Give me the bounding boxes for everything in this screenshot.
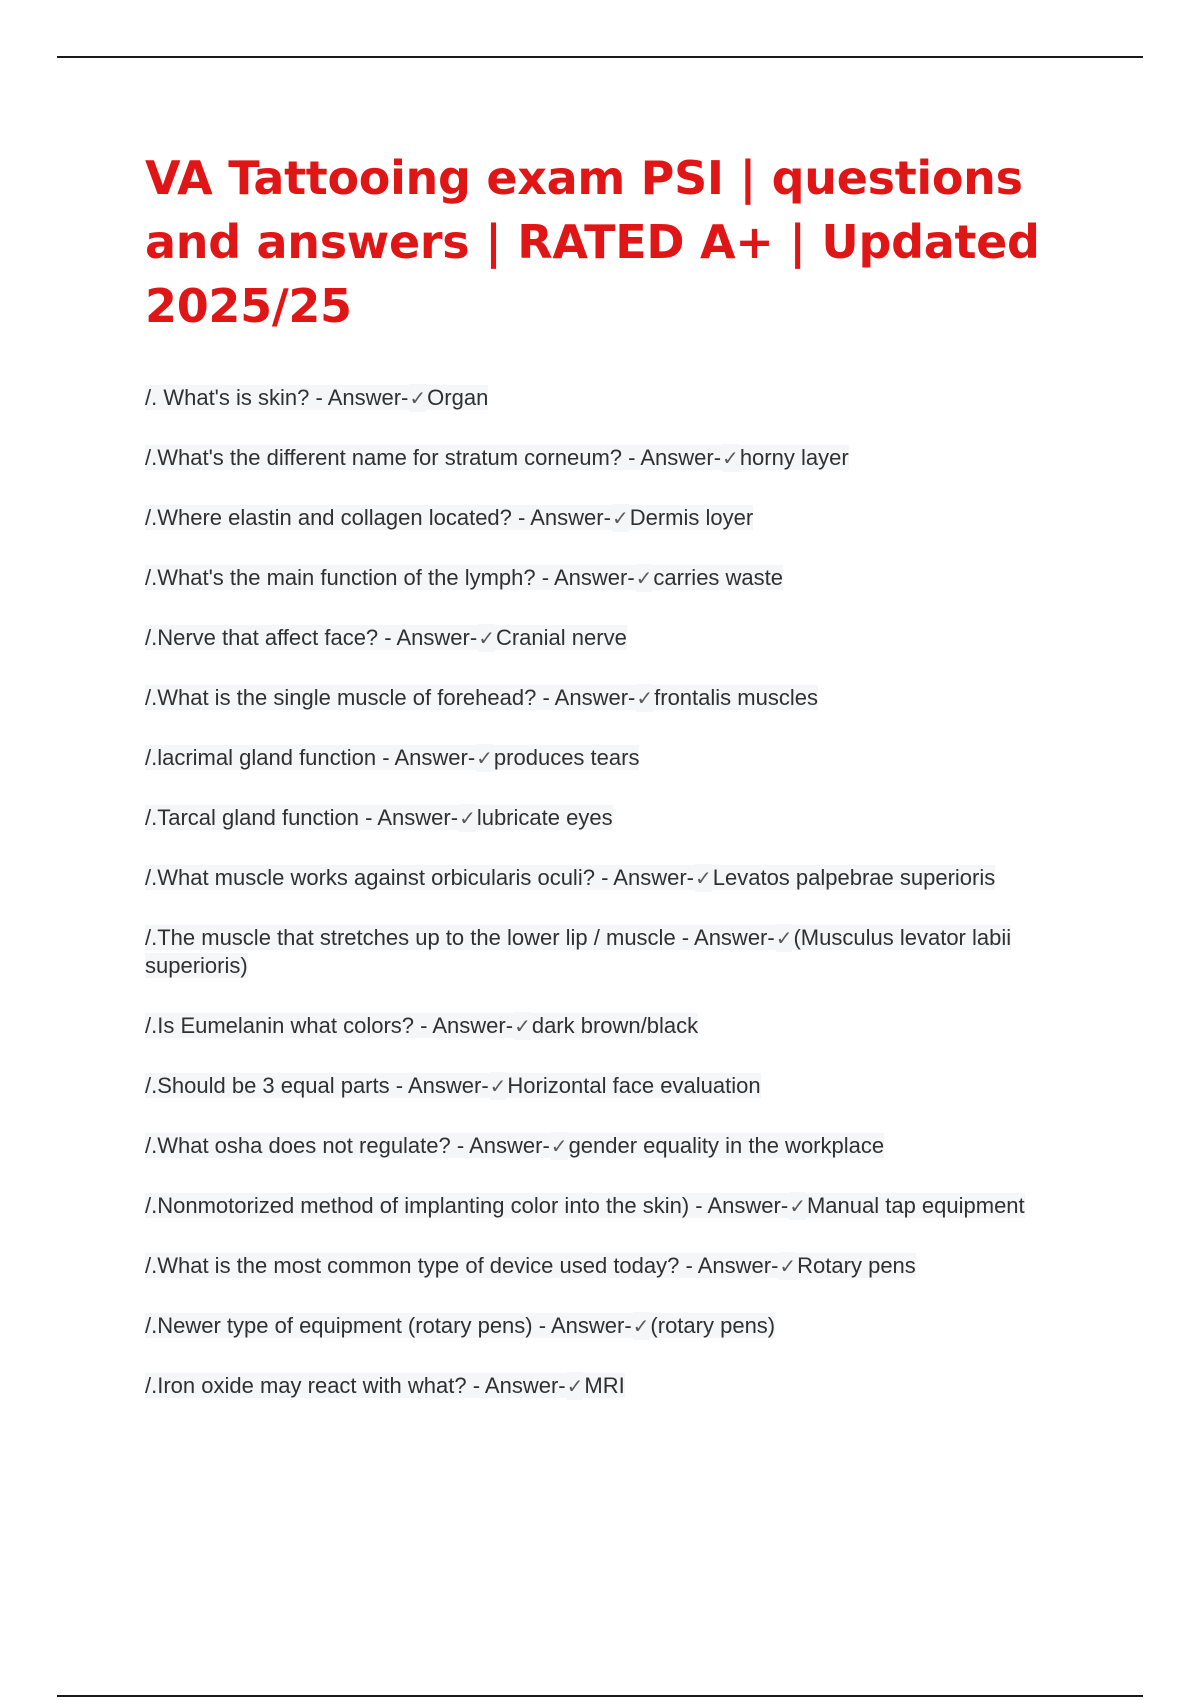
qa-item xyxy=(145,1372,1105,1400)
qa-text xyxy=(145,505,753,530)
question-text: /.What's the main function of the lymph? xyxy=(145,565,536,590)
qa-item xyxy=(145,444,1105,472)
question-text: /.What is the most common type of device used today? xyxy=(145,1253,680,1278)
answer-label: - Answer- xyxy=(536,685,636,710)
check-icon: ✓ xyxy=(779,1254,797,1278)
answer-label: - Answer- xyxy=(414,1013,514,1038)
question-text: /.lacrimal gland function xyxy=(145,745,377,770)
answer-text: Manual tap equipment xyxy=(806,1193,1025,1218)
answer-text: Levatos palpebrae superioris xyxy=(712,865,996,890)
check-icon: ✓ xyxy=(789,1194,806,1218)
check-icon: ✓ xyxy=(409,386,427,410)
check-icon: ✓ xyxy=(636,686,654,710)
check-icon: ✓ xyxy=(632,1314,650,1338)
question-text: /.Where elastin and collagen located? xyxy=(145,505,512,530)
question-text: /.Is Eumelanin what colors? xyxy=(145,1013,415,1038)
qa-text xyxy=(145,1073,761,1098)
answer-text: dark brown/black xyxy=(531,1013,699,1038)
answer-label: - Answer- xyxy=(675,925,775,950)
qa-item xyxy=(145,804,1105,832)
answer-label: - Answer- xyxy=(511,505,611,530)
qa-item xyxy=(145,924,1105,980)
question-text: /.Nerve that affect face? xyxy=(145,625,379,650)
qa-item xyxy=(145,504,1105,532)
qa-text xyxy=(145,865,995,890)
footer-rule xyxy=(57,1695,1143,1697)
qa-list xyxy=(145,384,1105,1432)
answer-label: - Answer- xyxy=(532,1313,632,1338)
check-icon: ✓ xyxy=(611,506,629,530)
qa-item xyxy=(145,864,1105,892)
question-text: /.Should be 3 equal parts xyxy=(145,1073,390,1098)
answer-text: (Musculus levator labii superioris) xyxy=(145,925,1012,978)
answer-text: gender equality in the workplace xyxy=(568,1133,885,1158)
qa-text xyxy=(145,685,818,710)
answer-text: MRI xyxy=(584,1373,625,1398)
answer-text: lubricate eyes xyxy=(476,805,613,830)
qa-item xyxy=(145,1012,1105,1040)
qa-text xyxy=(145,565,783,590)
qa-item xyxy=(145,1192,1105,1220)
check-icon: ✓ xyxy=(635,566,653,590)
qa-text xyxy=(145,1253,916,1278)
qa-text xyxy=(145,745,639,770)
qa-item xyxy=(145,384,1105,412)
qa-item xyxy=(145,1252,1105,1280)
qa-item xyxy=(145,684,1105,712)
answer-label: - Answer- xyxy=(389,1073,489,1098)
question-text: /.What osha does not regulate? xyxy=(145,1133,451,1158)
check-icon: ✓ xyxy=(550,1134,568,1158)
answer-label: - Answer- xyxy=(450,1133,550,1158)
answer-label: - Answer- xyxy=(466,1373,566,1398)
qa-text xyxy=(145,925,1011,978)
qa-text xyxy=(145,1133,884,1158)
question-text: /. What's is skin? xyxy=(145,385,310,410)
question-text: /.Iron oxide may react with what? xyxy=(145,1373,467,1398)
answer-text: (rotary pens) xyxy=(650,1313,776,1338)
check-icon: ✓ xyxy=(489,1074,507,1098)
answer-text: Dermis loyer xyxy=(629,505,754,530)
question-text: /.Newer type of equipment (rotary pens) xyxy=(145,1313,533,1338)
answer-label: - Answer- xyxy=(378,625,478,650)
check-icon: ✓ xyxy=(722,446,739,470)
question-text: /.What's the different name for stratum corneum? xyxy=(145,445,623,470)
qa-text xyxy=(145,1373,625,1398)
check-icon: ✓ xyxy=(514,1014,531,1038)
question-text: /.What muscle works against orbicularis oculi? xyxy=(145,865,595,890)
answer-text: Organ xyxy=(427,385,489,410)
check-icon: ✓ xyxy=(478,626,495,650)
answer-label: - Answer- xyxy=(594,865,694,890)
qa-item xyxy=(145,1072,1105,1100)
answer-text: Cranial nerve xyxy=(495,625,627,650)
check-icon: ✓ xyxy=(694,866,712,890)
check-icon: ✓ xyxy=(775,926,793,950)
answer-text: Horizontal face evaluation xyxy=(507,1073,761,1098)
question-text: /.The muscle that stretches up to the lower lip / muscle xyxy=(145,925,676,950)
answer-text: produces tears xyxy=(493,745,640,770)
qa-text xyxy=(145,445,849,470)
header-rule xyxy=(57,56,1143,58)
check-icon: ✓ xyxy=(459,806,476,830)
qa-item xyxy=(145,624,1105,652)
answer-label: - Answer- xyxy=(359,805,459,830)
check-icon: ✓ xyxy=(476,746,493,770)
answer-text: Rotary pens xyxy=(797,1253,916,1278)
qa-item xyxy=(145,744,1105,772)
answer-label: - Answer- xyxy=(309,385,409,410)
answer-label: - Answer- xyxy=(679,1253,779,1278)
qa-item xyxy=(145,1312,1105,1340)
answer-text: carries waste xyxy=(653,565,784,590)
qa-text xyxy=(145,625,627,650)
answer-text: frontalis muscles xyxy=(654,685,818,710)
answer-text: horny layer xyxy=(739,445,849,470)
qa-text xyxy=(145,385,488,410)
answer-label: - Answer- xyxy=(376,745,476,770)
qa-text xyxy=(145,1313,775,1338)
qa-item xyxy=(145,1132,1105,1160)
qa-text xyxy=(145,1013,698,1038)
check-icon: ✓ xyxy=(566,1374,584,1398)
question-text: /.What is the single muscle of forehead? xyxy=(145,685,537,710)
qa-text xyxy=(145,1193,1025,1218)
answer-label: - Answer- xyxy=(622,445,722,470)
question-text: /.Nonmotorized method of implanting color into the skin) xyxy=(145,1193,690,1218)
question-text: /.Tarcal gland function xyxy=(145,805,360,830)
answer-label: - Answer- xyxy=(535,565,635,590)
qa-item xyxy=(145,564,1105,592)
qa-text xyxy=(145,805,613,830)
document-title: VA Tattooing exam PSI | questions and answers | RATED A+ | Updated 2025/25 xyxy=(145,151,1040,333)
answer-label: - Answer- xyxy=(689,1193,789,1218)
